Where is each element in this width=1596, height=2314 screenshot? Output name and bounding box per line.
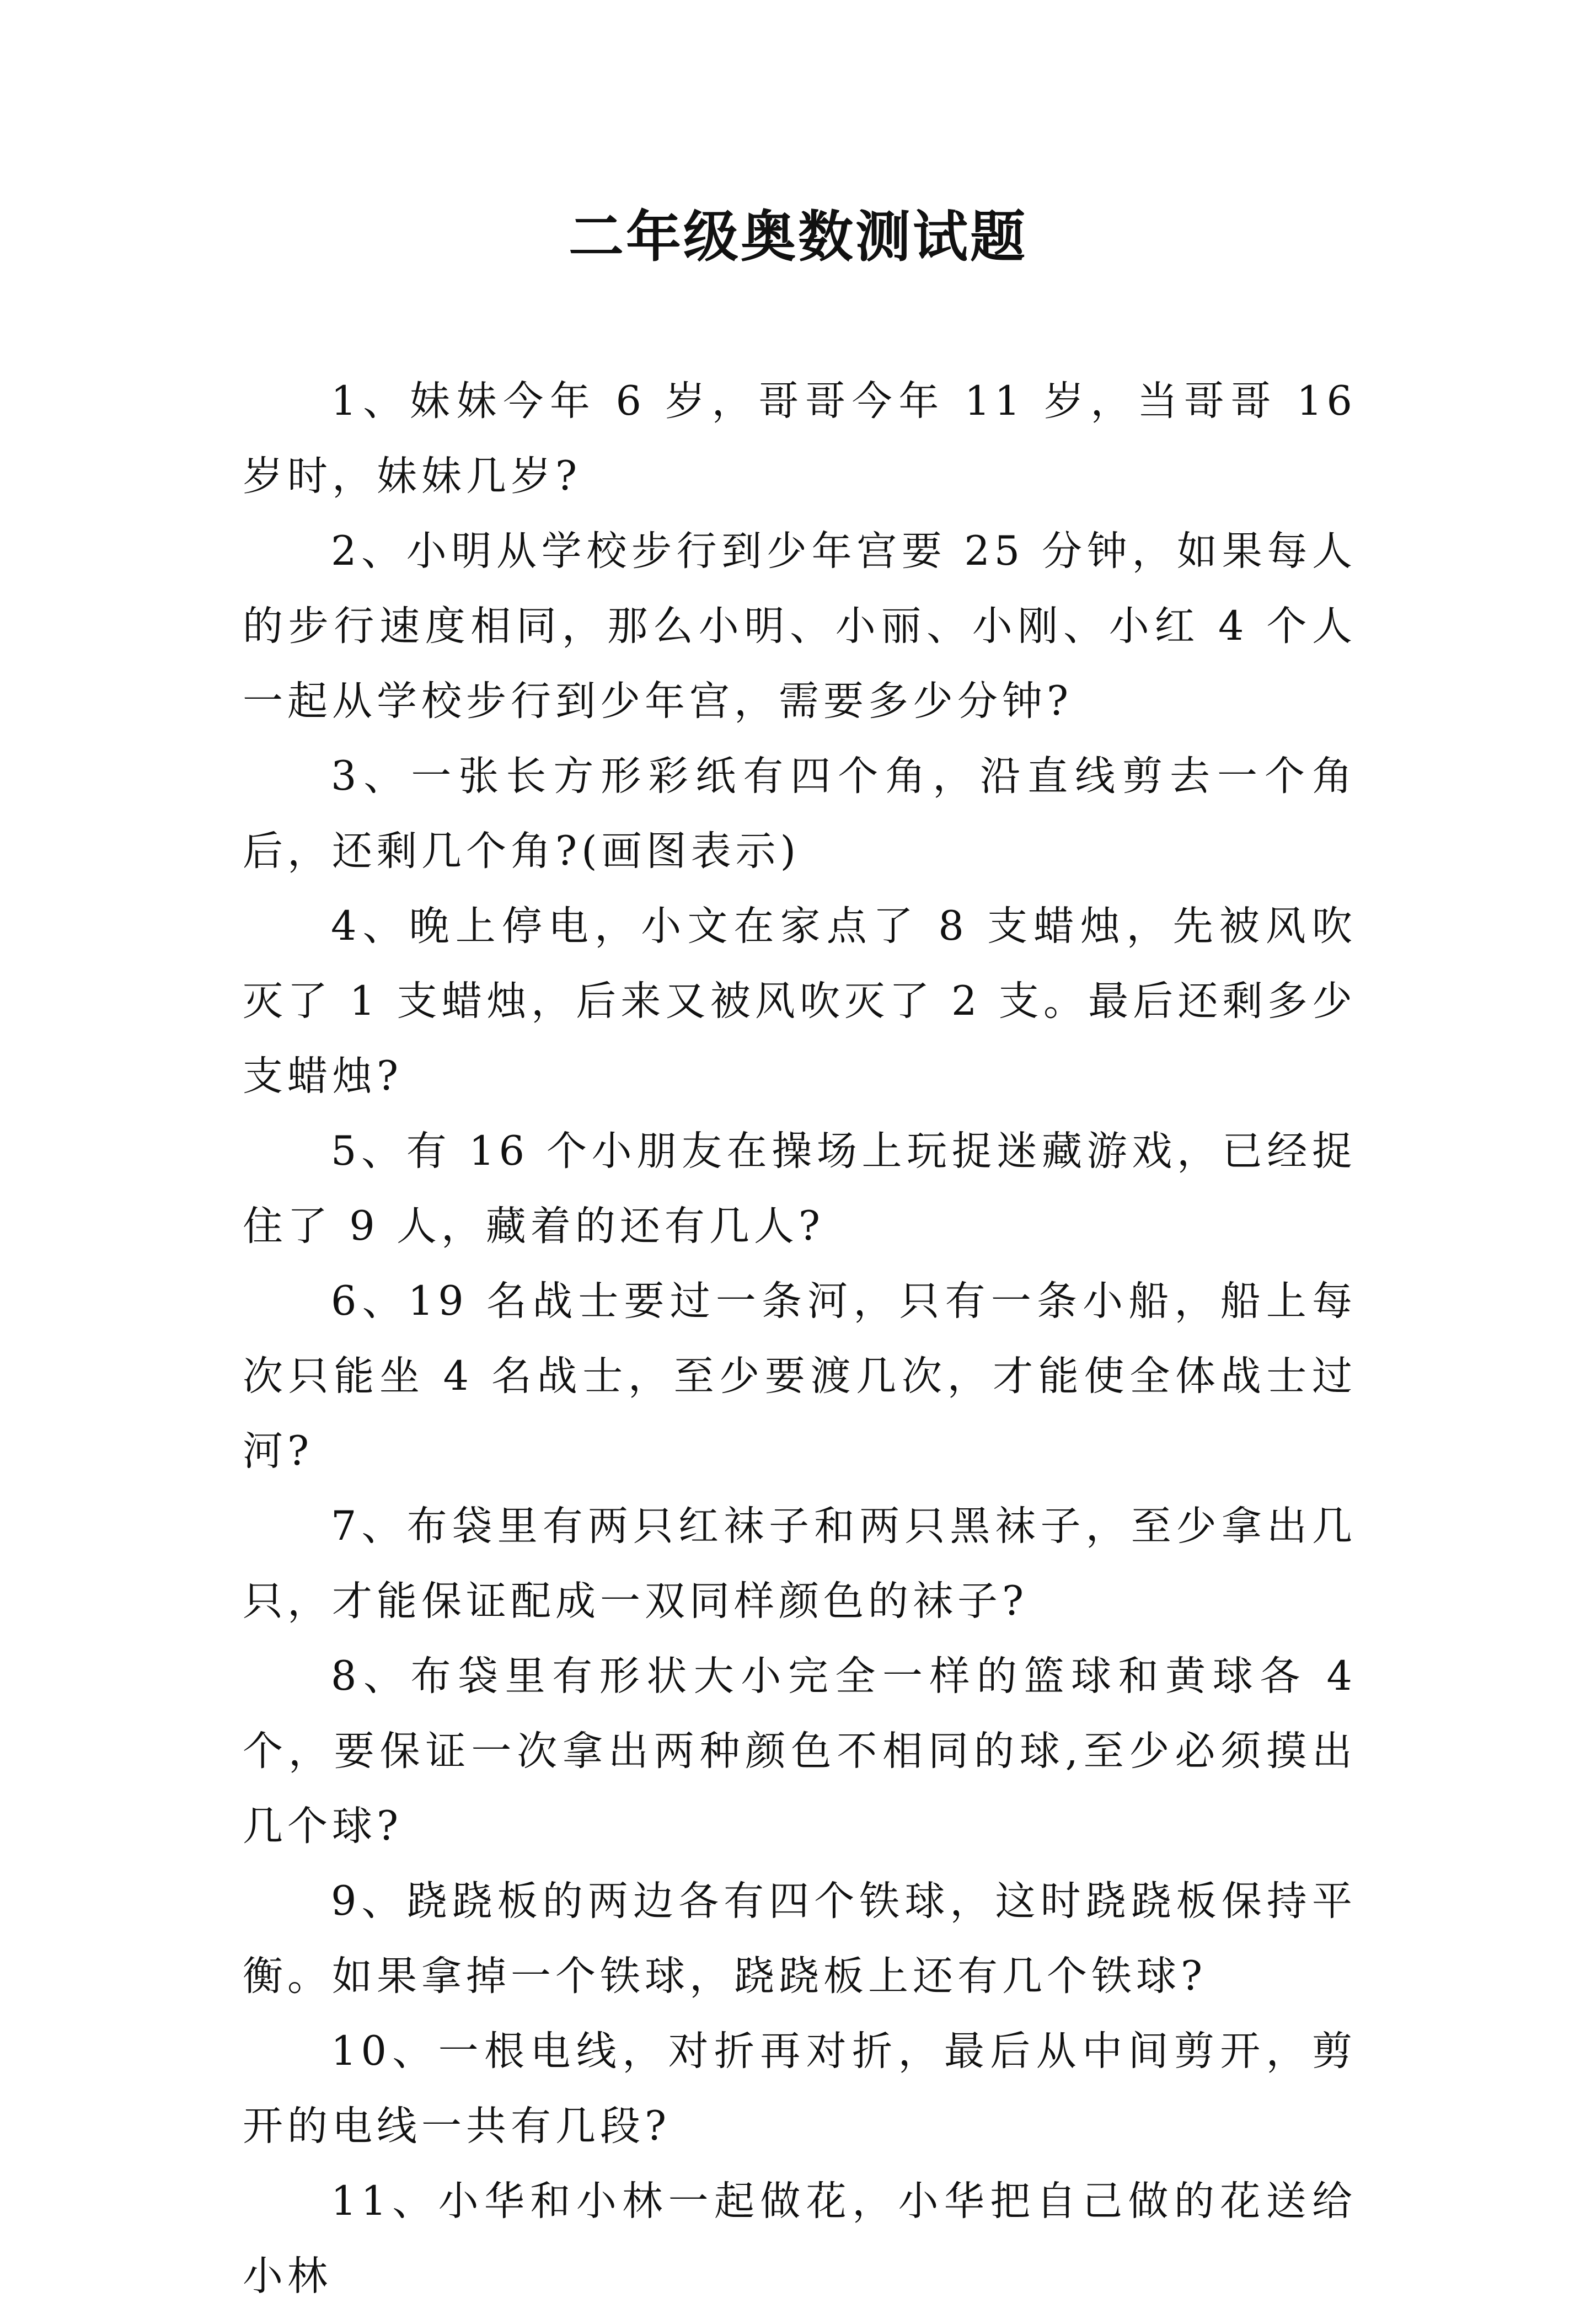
question-1: 1、妹妹今年 6 岁，哥哥今年 11 岁，当哥哥 16 岁时，妹妹几岁? bbox=[243, 378, 1357, 500]
question-5: 5、有 16 个小朋友在操场上玩捉迷藏游戏，已经捉住了 9 人，藏着的还有几人? bbox=[243, 1128, 1357, 1250]
question-2: 2、小明从学校步行到少年宫要 25 分钟，如果每人的步行速度相同，那么小明、小丽、小刚、小红 4 个人一起从学校步行到少年宫，需要多少分钟? bbox=[243, 528, 1357, 725]
question-3: 3、一张长方形彩纸有四个角，沿直线剪去一个角后，还剩几个角?(画图表示) bbox=[243, 753, 1357, 875]
question-4: 4、晚上停电，小文在家点了 8 支蜡烛，先被风吹灭了 1 支蜡烛，后来又被风吹灭了 2 支。最后还剩多少支蜡烛? bbox=[243, 903, 1357, 1100]
question-11: 11、小华和小林一起做花，小华把自己做的花送给小林 bbox=[243, 2178, 1357, 2300]
question-7: 7、布袋里有两只红袜子和两只黑袜子，至少拿出几只，才能保证配成一双同样颜色的袜子? bbox=[243, 1503, 1357, 1625]
question-6: 6、19 名战士要过一条河，只有一条小船，船上每次只能坐 4 名战士，至少要渡几次，才能使全体战士过河? bbox=[243, 1278, 1357, 1475]
question-10: 10、一根电线，对折再对折，最后从中间剪开，剪开的电线一共有几段? bbox=[243, 2028, 1357, 2150]
question-list bbox=[243, 364, 1357, 2314]
page-title: 二年级奥数测试题 bbox=[569, 205, 1027, 269]
question-9: 9、跷跷板的两边各有四个铁球，这时跷跷板保持平衡。如果拿掉一个铁球，跷跷板上还有几个铁球? bbox=[243, 1878, 1357, 2000]
question-8: 8、布袋里有形状大小完全一样的篮球和黄球各 4 个，要保证一次拿出两种颜色不相同的球,至少必须摸出几个球? bbox=[243, 1653, 1357, 1850]
